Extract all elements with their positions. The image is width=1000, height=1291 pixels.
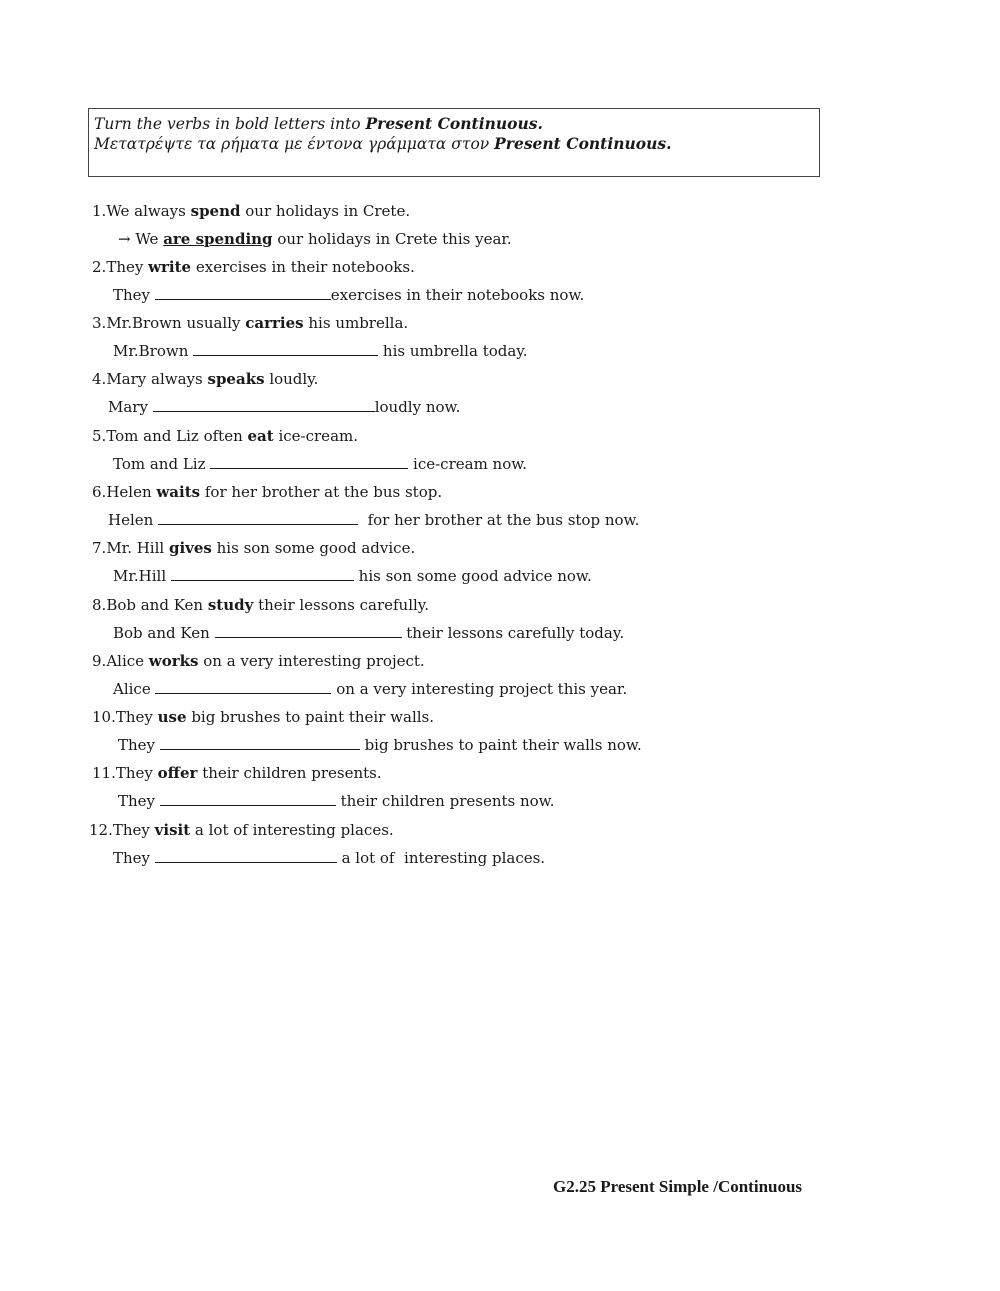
exercise-number: 4. bbox=[92, 370, 107, 388]
answer-subject: Helen bbox=[108, 511, 159, 529]
answer-suffix: their lessons carefully today. bbox=[401, 624, 625, 642]
exercise-text: his umbrella. bbox=[303, 314, 409, 332]
exercise-5-answer bbox=[113, 454, 527, 474]
instructions-box bbox=[88, 108, 820, 177]
exercise-number: 11. bbox=[92, 764, 116, 782]
answer-blank[interactable] bbox=[210, 454, 408, 469]
exercise-verb: gives bbox=[168, 539, 212, 557]
answer-subject: Alice bbox=[113, 680, 156, 698]
exercise-text: a lot of interesting places. bbox=[190, 821, 394, 839]
instructions-bold: Present Continuous. bbox=[365, 114, 543, 133]
exercise-text: our holidays in Crete. bbox=[240, 202, 411, 220]
answer-suffix: loudly now. bbox=[374, 398, 461, 416]
exercise-6-prompt bbox=[92, 482, 442, 502]
exercise-10-answer bbox=[118, 735, 642, 755]
exercise-1-answer bbox=[118, 229, 512, 249]
answer-example: are spending bbox=[163, 230, 273, 248]
exercise-12-answer bbox=[113, 848, 545, 868]
answer-blank[interactable] bbox=[153, 397, 375, 412]
exercise-text: Alice bbox=[106, 652, 149, 670]
answer-suffix: ice-cream now. bbox=[408, 455, 528, 473]
answer-suffix: our holidays in Crete this year. bbox=[272, 230, 512, 248]
exercise-number: 1. bbox=[92, 202, 107, 220]
exercise-text: We always bbox=[106, 202, 191, 220]
answer-subject: They bbox=[118, 736, 160, 754]
answer-suffix: their children presents now. bbox=[335, 792, 555, 810]
exercise-verb: visit bbox=[154, 821, 191, 839]
exercise-text: They bbox=[112, 821, 155, 839]
exercise-text: his son some good advice. bbox=[211, 539, 416, 557]
exercise-verb: use bbox=[157, 708, 187, 726]
answer-suffix: exercises in their notebooks now. bbox=[330, 286, 585, 304]
answer-blank[interactable] bbox=[215, 623, 402, 638]
exercise-verb: waits bbox=[156, 483, 201, 501]
exercise-verb: works bbox=[148, 652, 199, 670]
exercise-4-prompt bbox=[92, 369, 318, 389]
exercise-8-answer bbox=[113, 623, 624, 643]
answer-subject: Mr.Brown bbox=[113, 342, 194, 360]
exercise-text: Mr.Brown usually bbox=[106, 314, 246, 332]
exercise-number: 6. bbox=[92, 483, 107, 501]
instructions-text: Turn the verbs in bold letters into bbox=[94, 115, 366, 133]
answer-suffix: on a very interesting project this year. bbox=[331, 680, 628, 698]
exercise-number: 9. bbox=[92, 652, 107, 670]
answer-subject: They bbox=[113, 286, 155, 304]
exercise-text: loudly. bbox=[264, 370, 319, 388]
exercise-3-prompt bbox=[92, 313, 408, 333]
answer-suffix: his son some good advice now. bbox=[353, 567, 592, 585]
exercise-verb: study bbox=[207, 596, 254, 614]
exercise-text: Tom and Liz often bbox=[106, 427, 248, 445]
exercise-3-answer bbox=[113, 341, 528, 361]
answer-blank[interactable] bbox=[158, 510, 358, 525]
exercise-text: exercises in their notebooks. bbox=[191, 258, 415, 276]
answer-blank[interactable] bbox=[155, 848, 337, 863]
exercise-verb: offer bbox=[157, 764, 198, 782]
exercise-verb: speaks bbox=[207, 370, 265, 388]
exercise-2-answer bbox=[113, 285, 584, 305]
exercise-text: Bob and Ken bbox=[106, 596, 208, 614]
exercise-text: Helen bbox=[106, 483, 157, 501]
answer-blank[interactable] bbox=[171, 566, 354, 581]
exercise-text: big brushes to paint their walls. bbox=[186, 708, 435, 726]
exercise-7-answer bbox=[113, 566, 592, 586]
exercise-text: Mr. Hill bbox=[106, 539, 169, 557]
answer-suffix: a lot of interesting places. bbox=[336, 849, 546, 867]
exercise-6-answer bbox=[108, 510, 639, 530]
answer-suffix: his umbrella today. bbox=[378, 342, 528, 360]
exercise-9-prompt bbox=[92, 651, 425, 671]
exercise-5-prompt bbox=[92, 426, 358, 446]
exercise-number: 7. bbox=[92, 539, 107, 557]
exercise-verb: write bbox=[148, 258, 192, 276]
exercise-text: They bbox=[115, 764, 158, 782]
answer-subject: Mr.Hill bbox=[113, 567, 171, 585]
exercise-text: ice-cream. bbox=[273, 427, 358, 445]
exercise-number: 5. bbox=[92, 427, 107, 445]
exercise-verb: spend bbox=[190, 202, 241, 220]
answer-subject: Tom and Liz bbox=[113, 455, 211, 473]
instructions-text: Μετατρέψτε τα ρήματα με έντονα γράμματα στον bbox=[94, 135, 495, 153]
exercise-4-answer bbox=[108, 397, 460, 417]
exercise-7-prompt bbox=[92, 538, 415, 558]
exercise-text: their children presents. bbox=[197, 764, 382, 782]
exercise-verb: eat bbox=[247, 427, 274, 445]
exercise-1-prompt bbox=[92, 201, 410, 221]
exercise-number: 8. bbox=[92, 596, 107, 614]
answer-blank[interactable] bbox=[160, 791, 336, 806]
exercise-number: 2. bbox=[92, 258, 107, 276]
answer-subject: They bbox=[113, 849, 155, 867]
exercise-number: 10. bbox=[92, 708, 116, 726]
answer-blank[interactable] bbox=[155, 679, 331, 694]
exercise-number: 12. bbox=[89, 821, 113, 839]
exercise-11-prompt bbox=[92, 763, 382, 783]
answer-suffix: for her brother at the bus stop now. bbox=[358, 511, 640, 529]
answer-subject: They bbox=[118, 792, 160, 810]
answer-blank[interactable] bbox=[160, 735, 360, 750]
answer-blank[interactable] bbox=[155, 285, 331, 300]
answer-suffix: big brushes to paint their walls now. bbox=[359, 736, 642, 754]
exercise-text: on a very interesting project. bbox=[198, 652, 425, 670]
exercise-text: for her brother at the bus stop. bbox=[200, 483, 443, 501]
exercise-9-answer bbox=[113, 679, 627, 699]
worksheet-footer: G2.25 Present Simple /Continuous bbox=[553, 1177, 803, 1196]
instructions-bold: Present Continuous. bbox=[494, 134, 672, 153]
instructions-line-english bbox=[94, 114, 819, 134]
answer-subject: → We bbox=[118, 230, 164, 248]
exercise-2-prompt bbox=[92, 257, 415, 277]
exercise-text: They bbox=[106, 258, 149, 276]
answer-subject: Mary bbox=[108, 398, 153, 416]
exercise-8-prompt bbox=[92, 595, 429, 615]
answer-subject: Bob and Ken bbox=[113, 624, 215, 642]
exercise-text: They bbox=[115, 708, 158, 726]
exercise-number: 3. bbox=[92, 314, 107, 332]
exercise-11-answer bbox=[118, 791, 555, 811]
exercise-text: their lessons carefully. bbox=[253, 596, 430, 614]
exercise-verb: carries bbox=[245, 314, 304, 332]
instructions-line-greek bbox=[94, 134, 819, 154]
exercise-10-prompt bbox=[92, 707, 434, 727]
exercise-text: Mary always bbox=[106, 370, 208, 388]
answer-blank[interactable] bbox=[193, 341, 378, 356]
exercise-12-prompt bbox=[89, 820, 394, 840]
